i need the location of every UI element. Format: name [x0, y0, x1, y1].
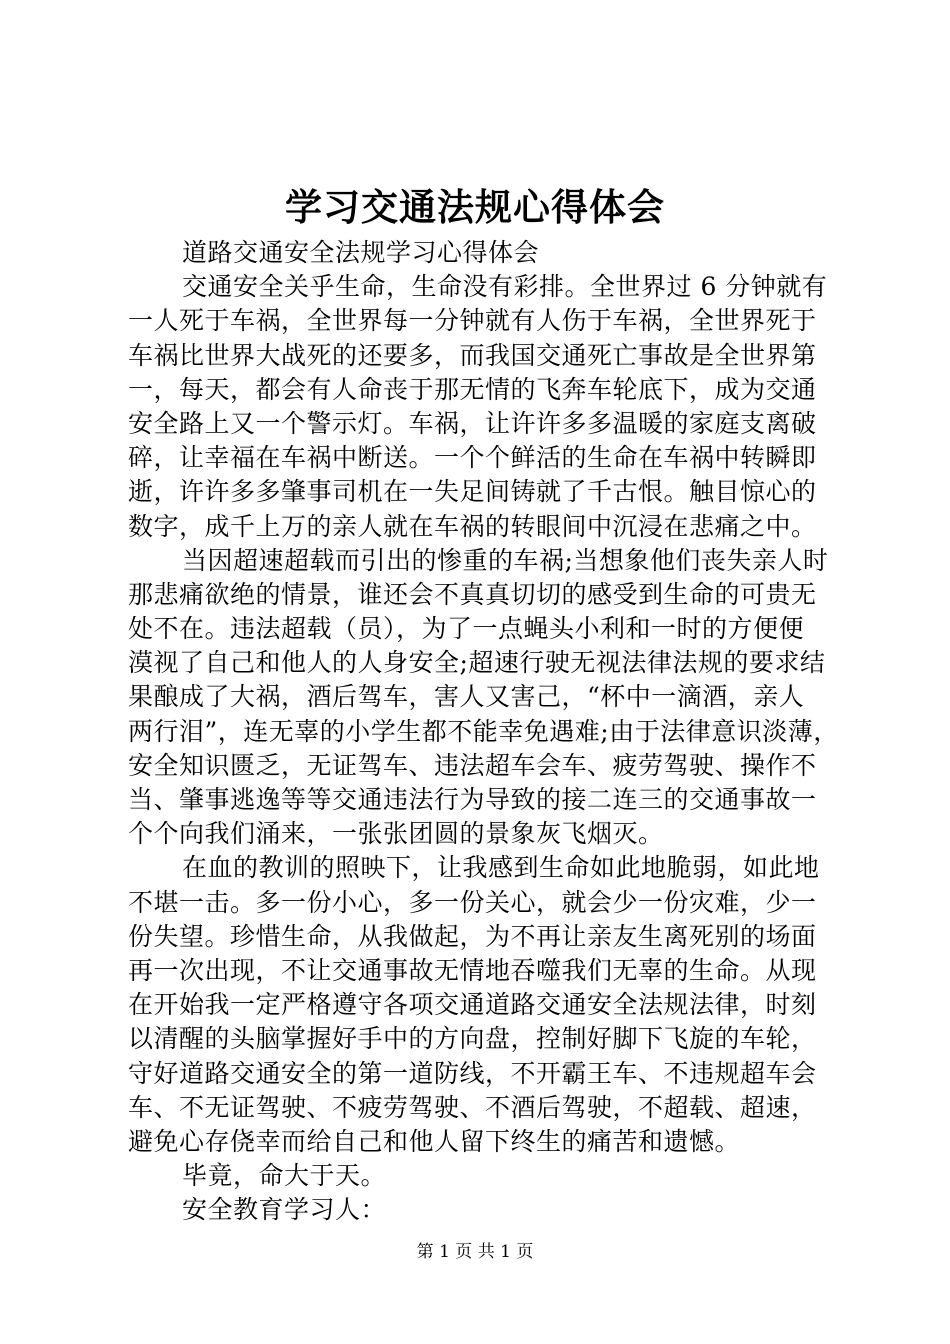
paragraph-line: 个个向我们涌来，一张张团圆的景象灰飞烟灭。	[128, 819, 664, 849]
paragraph-line: 漠视了自己和他人的人身安全;超速行驶无视法律法规的要求结	[128, 648, 826, 678]
closing-line: 毕竟，命大于天。	[182, 1161, 387, 1191]
paragraph-line: 交通安全关乎生命，生命没有彩排。全世界过 6 分钟就有	[182, 272, 828, 302]
document-subtitle: 道路交通安全法规学习心得体会	[182, 238, 540, 267]
paragraph-line: 安全知识匮乏，无证驾车、违法超车会车、疲劳驾驶、操作不	[128, 750, 817, 780]
paragraph-line: 当因超速超载而引出的惨重的车祸;当想象他们丧失亲人时	[182, 545, 829, 575]
paragraph-line: 车祸比世界大战死的还要多，而我国交通死亡事故是全世界第	[128, 340, 817, 370]
paragraph-line: 再一次出现，不让交通事故无情地吞噬我们无辜的生命。从现	[128, 955, 817, 985]
paragraph-line: 处不在。违法超载（员），为了一点蝇头小利和一时的方便便	[128, 614, 805, 644]
page-number-footer: 第 1 页 共 1 页	[416, 1242, 534, 1262]
document-title: 学习交通法规心得体会	[285, 186, 665, 229]
paragraph-line: 两行泪”，连无辜的小学生都不能幸免遇难;由于法律意识淡薄，	[128, 716, 839, 746]
paragraph-line: 不堪一击。多一份小心，多一份关心，就会少一份灾难，少一	[128, 887, 817, 917]
paragraph-line: 一，每天，都会有人命丧于那无情的飞奔车轮底下，成为交通	[128, 374, 817, 404]
paragraph-line: 安全路上又一个警示灯。车祸，让许许多多温暖的家庭支离破	[128, 408, 817, 438]
paragraph-line: 那悲痛欲绝的情景，谁还会不真真切切的感受到生命的可贵无	[128, 579, 817, 609]
paragraph-line: 一人死于车祸，全世界每一分钟就有人伤于车祸，全世界死于	[128, 306, 817, 336]
paragraph-line: 数字，成千上万的亲人就在车祸的转眼间中沉浸在悲痛之中。	[128, 511, 817, 541]
paragraph-line: 守好道路交通安全的第一道防线，不开霸王车、不违规超车会	[128, 1058, 817, 1088]
paragraph-line: 在开始我一定严格遵守各项交通道路交通安全法规法律，时刻	[128, 990, 817, 1020]
paragraph-1	[128, 270, 828, 544]
paragraph-line: 当、肇事逃逸等等交通违法行为导致的接二连三的交通事故一	[128, 785, 817, 814]
paragraph-line: 车、不无证驾驶、不疲劳驾驶、不酒后驾驶，不超载、超速，	[128, 1092, 817, 1122]
paragraph-line: 在血的教训的照映下，让我感到生命如此地脆弱，如此地	[182, 853, 820, 883]
paragraph-line: 以清醒的头脑掌握好手中的方向盘，控制好脚下飞旋的车轮，	[128, 1024, 817, 1054]
paragraph-line: 避免心存侥幸而给自己和他人留下终生的痛苦和遗憾。	[128, 1126, 741, 1156]
paragraph-line: 碎，让幸福在车祸中断送。一个个鲜活的生命在车祸中转瞬即	[128, 443, 817, 473]
document-body	[128, 236, 839, 1227]
signature-line: 安全教育学习人：	[182, 1195, 387, 1225]
paragraph-line: 果酿成了大祸，酒后驾车，害人又害己，“杯中一滴酒，亲人	[128, 682, 805, 712]
paragraph-line: 份失望。珍惜生命，从我做起，为不再让亲友生离死别的场面	[128, 921, 817, 951]
paragraph-2	[128, 544, 839, 852]
paragraph-line: 逝，许许多多肇事司机在一失足间铸就了千古恨。触目惊心的	[128, 477, 817, 507]
paragraph-3	[128, 851, 828, 1159]
